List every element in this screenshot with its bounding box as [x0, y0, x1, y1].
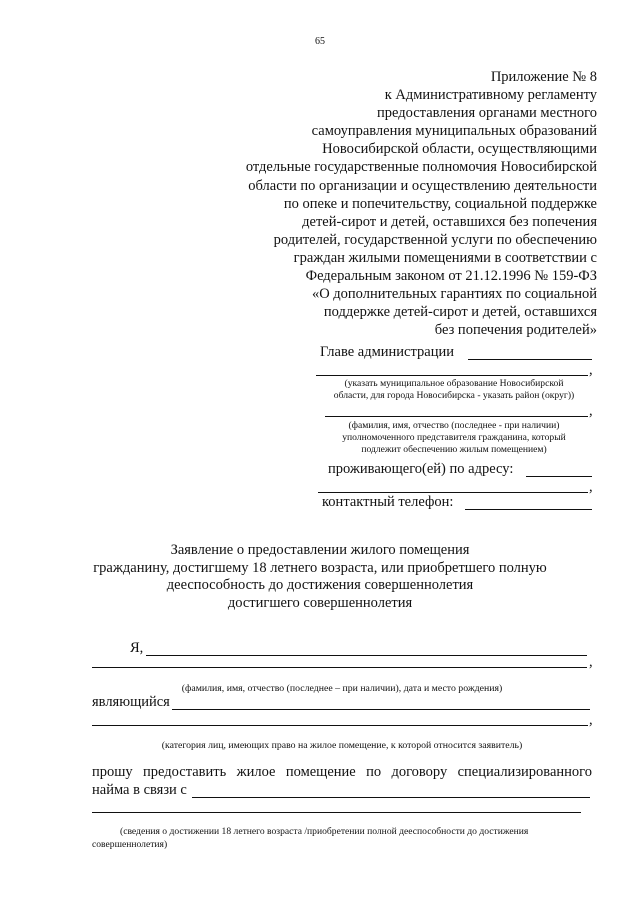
representative-hint	[316, 420, 592, 456]
title-line: достигшего совершеннолетия	[227, 594, 413, 611]
comma: ,	[589, 403, 593, 419]
appendix-line: поддержке детей-сирот и детей, оставшихся	[323, 304, 597, 321]
reason-field-line-2[interactable]	[92, 812, 581, 813]
applicant-name-field-line-2[interactable]	[92, 667, 587, 668]
applicant-name-hint: (фамилия, имя, отчество (последнее – при наличии), дата и место рождения)	[181, 683, 503, 694]
appendix-line: Новосибирской области, осуществляющими	[322, 141, 597, 158]
being-label: являющийся	[92, 694, 170, 710]
appendix-header	[177, 68, 597, 339]
appendix-line: детей-сирот и детей, оставшихся без попечения	[302, 213, 597, 230]
applicant-name-field[interactable]	[146, 655, 587, 656]
comma: ,	[589, 712, 593, 728]
title-line: Заявление о предоставлении жилого помещения	[170, 542, 470, 558]
comma: ,	[589, 654, 593, 670]
appendix-line: Приложение № 8	[490, 69, 597, 85]
hint-line: уполномоченного представителя гражданина, который	[342, 432, 566, 443]
appendix-line: отдельные государственные полномочия Новосибирской	[245, 159, 597, 176]
appendix-line: самоуправления муниципальных образований	[311, 123, 597, 140]
head-name-field[interactable]	[468, 359, 592, 360]
appendix-line: Федеральным законом от 21.12.1996 № 159-ФЗ	[305, 268, 597, 285]
info-hint	[92, 826, 592, 851]
page-number: 65	[315, 36, 325, 47]
address-field[interactable]	[526, 476, 592, 477]
appendix-line: предоставления органами местного	[377, 105, 597, 122]
appendix-line: родителей, государственной услуги по обеспечению	[273, 231, 597, 248]
hint-line: (сведения о достижении 18 летнего возраста /приобретении полной дееспособности до достижения	[120, 826, 529, 837]
comma: ,	[589, 362, 593, 378]
head-of-administration-label: Главе администрации	[320, 344, 454, 360]
i-label: Я,	[130, 640, 144, 656]
hint-line: совершеннолетия)	[92, 838, 168, 850]
hint-line: области, для города Новосибирска - указать район (округ))	[333, 390, 575, 401]
representative-name-field[interactable]	[325, 416, 588, 417]
title-line: гражданину, достигшему 18 летнего возраста, или приобретшего полную	[93, 559, 547, 576]
municipality-hint	[316, 378, 592, 402]
appendix-line: граждан жилыми помещениями в соответствии с	[293, 249, 597, 266]
appendix-line: по опеке и попечительству, социальной поддержке	[283, 195, 597, 212]
category-field-line-2[interactable]	[92, 725, 588, 726]
hint-line: (фамилия, имя, отчество (последнее - при наличии)	[348, 420, 560, 431]
appendix-line: «О дополнительных гарантиях по социальной	[311, 286, 597, 303]
request-line-2-label: найма в связи с	[92, 782, 187, 798]
municipality-field[interactable]	[316, 375, 588, 376]
hint-line: (указать муниципальное образование Новосибирской	[344, 378, 564, 389]
title-line: дееспособность до достижения совершеннолетия	[166, 577, 474, 593]
request-line-1: прошу предоставить жилое помещение по договору специализированного	[92, 764, 592, 780]
hint-line: подлежит обеспечению жилым помещением)	[361, 444, 547, 455]
phone-label: контактный телефон:	[322, 494, 454, 510]
appendix-line: к Административному регламенту	[384, 87, 597, 104]
appendix-line: области по организации и осуществлению деятельности	[248, 177, 597, 194]
reason-field[interactable]	[192, 797, 590, 798]
category-field[interactable]	[172, 709, 590, 710]
appendix-line: без попечения родителей»	[434, 322, 597, 339]
category-hint: (категория лиц, имеющих право на жилое помещение, к которой относится заявитель)	[161, 740, 523, 751]
comma: ,	[589, 479, 593, 495]
application-title	[60, 542, 580, 612]
address-label: проживающего(ей) по адресу:	[328, 461, 514, 477]
phone-field[interactable]	[465, 509, 592, 510]
